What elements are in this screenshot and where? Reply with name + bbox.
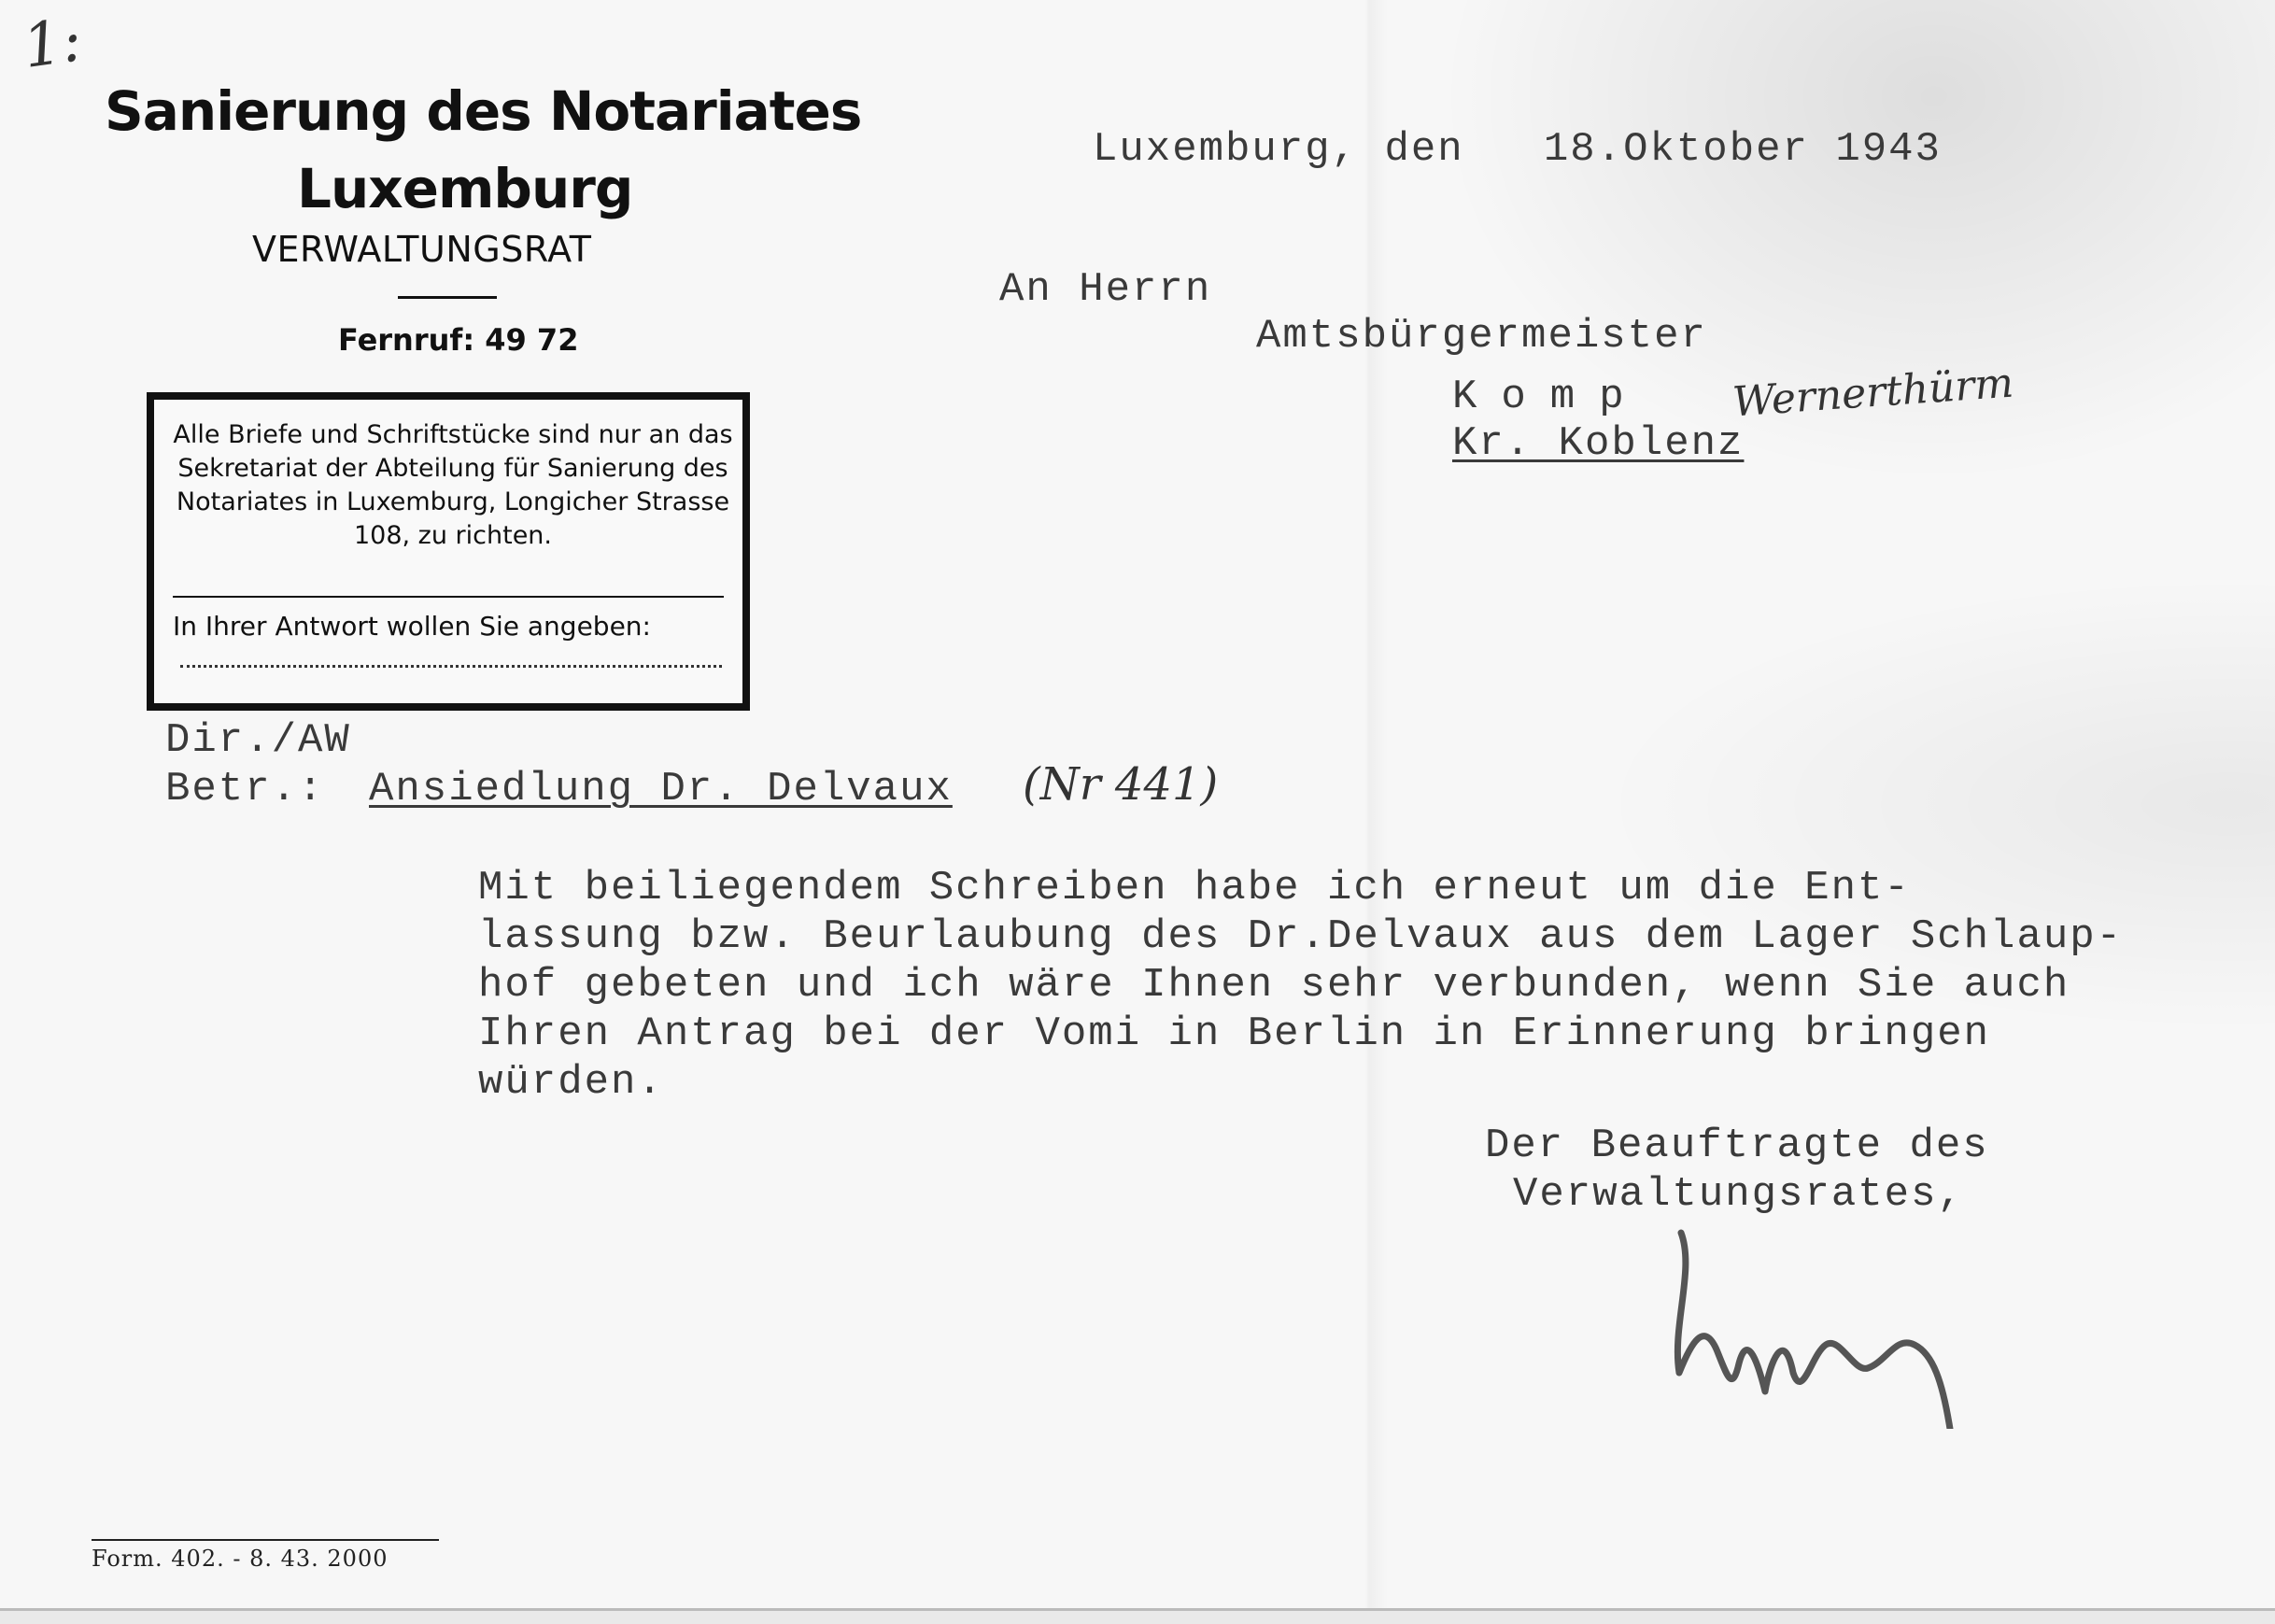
letterhead-divider bbox=[398, 296, 497, 299]
recipient-title: Amtsbürgermeister bbox=[1256, 313, 1707, 360]
margin-mark: 1: bbox=[19, 6, 87, 82]
closing-line-2: Verwaltungsrates, bbox=[1513, 1171, 1964, 1218]
subject-label: Betr.: bbox=[165, 766, 325, 812]
letterhead-department: VERWALTUNGSRAT bbox=[252, 229, 592, 270]
notice-dotted-line bbox=[180, 665, 722, 668]
notice-box bbox=[147, 392, 750, 711]
reference-sign: Dir./AW bbox=[165, 717, 351, 764]
form-number: Form. 402. - 8. 43. 2000 bbox=[92, 1546, 389, 1572]
handwritten-number: (Nr 441) bbox=[1023, 758, 1219, 811]
form-divider bbox=[92, 1539, 439, 1541]
letterhead-title: Sanierung des Notariates bbox=[105, 79, 862, 143]
letter-body: Mit beiliegendem Schreiben habe ich erneut um die Ent- lassung bzw. Beurlaubung des Dr.Delvaux aus dem Lager Schlaup- hof gebeten und ich wäre Ihnen sehr verbunden, wenn Sie auch Ihren Antrag bei der Vomi in Berlin in Erinnerung bringen würden. bbox=[478, 865, 2124, 1106]
place-date: Luxemburg, den 18.Oktober 1943 bbox=[1093, 126, 1942, 173]
closing-line-1: Der Beauftragte des bbox=[1485, 1123, 1989, 1169]
recipient-place: Komp bbox=[1452, 374, 1648, 420]
notice-answer-prompt: In Ihrer Antwort wollen Sie angeben: bbox=[173, 611, 651, 642]
letterhead-phone: Fernruf: 49 72 bbox=[338, 322, 579, 358]
subject-text: Ansiedlung Dr. Delvaux bbox=[369, 766, 953, 812]
recipient-salutation: An Herrn bbox=[999, 266, 1212, 313]
letterhead-city: Luxemburg bbox=[297, 157, 633, 220]
signature bbox=[1653, 1214, 1999, 1429]
recipient-district: Kr. Koblenz bbox=[1452, 420, 1745, 467]
handwritten-place-note: Wernerthürm bbox=[1731, 359, 2015, 427]
notice-divider bbox=[173, 596, 724, 598]
notice-text: Alle Briefe und Schriftstücke sind nur an das Sekretariat der Abteilung für Sanierung des Notariates in Luxemburg, Longicher Strasse 108, zu richten. bbox=[173, 420, 733, 550]
